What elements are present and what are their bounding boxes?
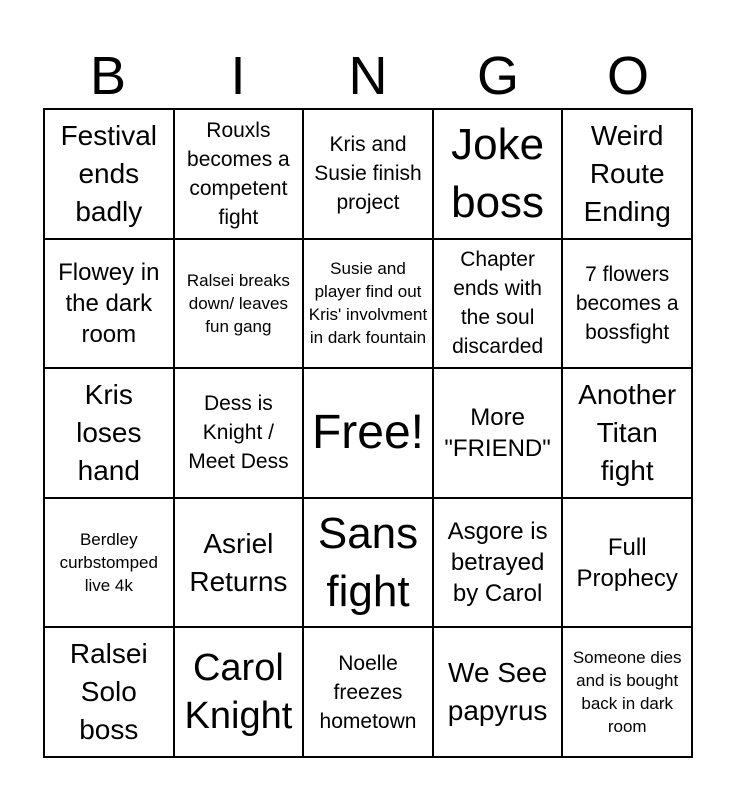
bingo-cell[interactable] bbox=[174, 109, 304, 239]
cell-text: Noelle freezes hometown bbox=[319, 651, 417, 733]
header-letter-b: B bbox=[89, 46, 127, 106]
cell-text: Dess is Knight / Meet Dess bbox=[188, 392, 289, 474]
cell-text: Someone dies and is bought back in dark room bbox=[572, 648, 682, 737]
bingo-grid bbox=[43, 108, 693, 758]
bingo-cell[interactable] bbox=[44, 239, 174, 369]
cell-text: Another Titan fight bbox=[578, 378, 677, 486]
cell-text: Chapter ends with the soul discarded bbox=[452, 248, 544, 359]
bingo-cell[interactable] bbox=[44, 368, 174, 498]
cell-text: Susie and player find out Kris' involvment in dark fountain bbox=[308, 259, 428, 348]
cell-text: Asgore is betrayed by Carol bbox=[447, 518, 548, 608]
cell-text: We See papyrus bbox=[447, 657, 548, 727]
cell-text: Full Prophecy bbox=[576, 533, 678, 592]
free-cell[interactable] bbox=[303, 368, 433, 498]
bingo-cell[interactable] bbox=[433, 109, 563, 239]
cell-text: Flowey in the dark room bbox=[58, 258, 160, 348]
cell-text: Carol Knight bbox=[184, 647, 293, 738]
bingo-cell[interactable] bbox=[562, 498, 692, 628]
cell-text: Kris and Susie finish project bbox=[314, 133, 422, 215]
bingo-cell[interactable] bbox=[174, 627, 304, 757]
cell-text: Ralsei breaks down/ leaves fun gang bbox=[186, 270, 290, 336]
bingo-header bbox=[43, 48, 693, 104]
bingo-cell[interactable] bbox=[562, 109, 692, 239]
cell-text: Asriel Returns bbox=[189, 527, 288, 597]
cell-text: Free! bbox=[311, 405, 424, 459]
bingo-cell[interactable] bbox=[44, 109, 174, 239]
bingo-cell[interactable] bbox=[562, 239, 692, 369]
bingo-cell[interactable] bbox=[174, 498, 304, 628]
bingo-cell[interactable] bbox=[174, 368, 304, 498]
cell-text: More "FRIEND" bbox=[444, 403, 551, 462]
bingo-cell[interactable] bbox=[433, 368, 563, 498]
bingo-cell[interactable] bbox=[44, 627, 174, 757]
bingo-cell[interactable] bbox=[303, 239, 433, 369]
cell-text: 7 flowers becomes a bossfight bbox=[575, 262, 679, 344]
header-letter-i: I bbox=[230, 46, 246, 106]
bingo-cell[interactable] bbox=[562, 368, 692, 498]
cell-text: Sans fight bbox=[317, 508, 419, 616]
bingo-cell[interactable] bbox=[433, 239, 563, 369]
cell-text: Joke boss bbox=[451, 119, 545, 227]
cell-text: Kris loses hand bbox=[76, 378, 142, 486]
bingo-cell[interactable] bbox=[303, 109, 433, 239]
cell-text: Festival ends badly bbox=[60, 119, 158, 227]
cell-text: Ralsei Solo boss bbox=[69, 638, 148, 746]
header-letter-g: G bbox=[476, 46, 519, 106]
bingo-cell[interactable] bbox=[303, 498, 433, 628]
bingo-cell[interactable] bbox=[433, 627, 563, 757]
header-letter-o: O bbox=[606, 46, 649, 106]
bingo-cell[interactable] bbox=[562, 627, 692, 757]
cell-text: Rouxls becomes a competent fight bbox=[187, 118, 290, 229]
cell-text: Weird Route Ending bbox=[583, 119, 671, 227]
bingo-cell[interactable] bbox=[303, 627, 433, 757]
bingo-cell[interactable] bbox=[44, 498, 174, 628]
bingo-cell[interactable] bbox=[174, 239, 304, 369]
header-letter-n: N bbox=[348, 46, 388, 106]
cell-text: Berdley curbstomped live 4k bbox=[59, 530, 158, 596]
bingo-cell[interactable] bbox=[433, 498, 563, 628]
